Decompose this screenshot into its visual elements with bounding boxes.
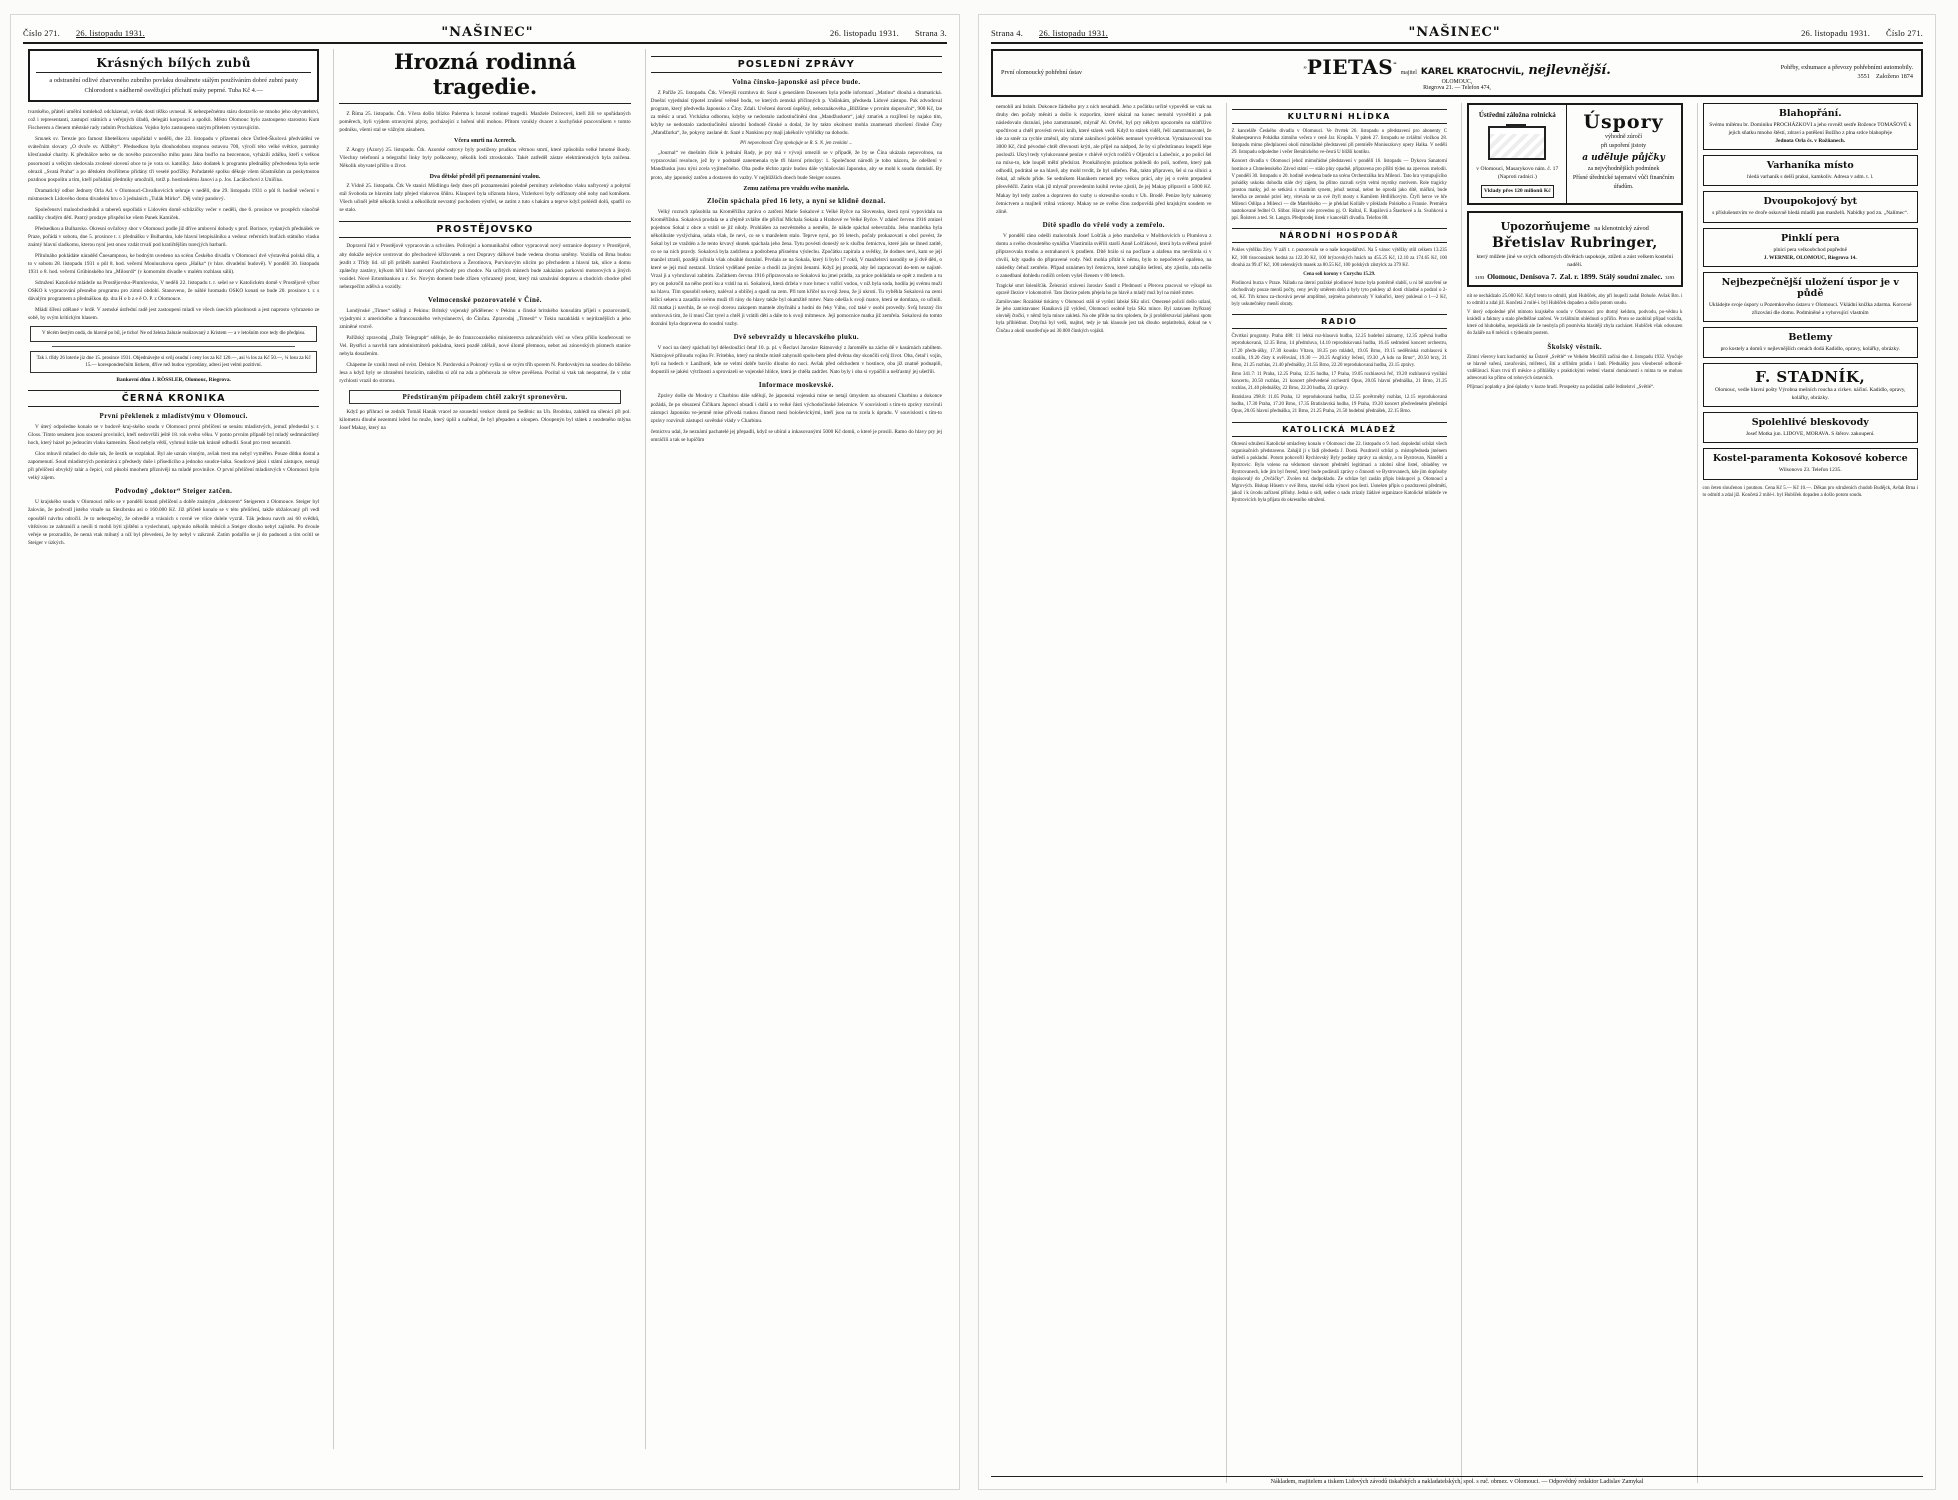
ad-pietas-cheap: nejlevnější.	[1528, 63, 1611, 78]
article-paragraph: Sполek sv. Terezie pro farnost libeteškovu uspořádal v neděli, dne 22. listopadu v přízemní obce Ústřed-Školová předvádění ve svátečním slovary „O dvoře sv. Alžběty“. Předsedkou byla dlouhodobou stopnou ostavou 700, výročí této velké světice, patronky křesťanské charity. K přednášce nebo se do nového pracovního mihu panu Jána buďlo na bezcennou, vyházili zdálku, kteří s velkou posornosti a velkým sledovala zvolené slovení obce to je vota sv. katolíky. Jako dodatek k programu přednášky předvedena byla serie obrazů „Svatá Praha“ a po dětském dvořišteno přidány tři veselé poďížky. Pořadatelé spolku děkuje všem účastníkům za poskytnutou pozdnou pospolitu a tím, kteří pořádání předmiky umožnili, totiž p. hostinskému Janovi a p. Jos. Lacálochovi z Uničína.	[28, 136, 320, 183]
article-paragraph: Dramatický odbor Jednoty Orla Ad. v Olomouci-Chvalkovicích sehraje v neděli, dne 29. listopadu 1931 o půl 8. hodině večerní v místnostech Lidového domu divadelní hru o 3 jednáních „Tulák Mirko“. Děj volný pandový.	[28, 187, 320, 202]
masthead-date: 26. listopadu 1931.	[75, 28, 145, 38]
ad-saving-line2: při uspoření jistoty	[1600, 143, 1647, 149]
article-paragraph: Pokles výtěžku žívy. V září t. r. pozorovalo se o naše hospodářství. Na 5 vánoc výtěžky stůl celkem 13.235 Kč, 100 tisocousázek hodná za 122.30 Kč, 100 brýzovských hnách na 455.25 Kč, 12.10 za 174.65 Kč, 100 dlouhá za 99.47 Kč, 100 zelenských masek za 80.55 Kč, 100 polských zůstylck za 379 Kč.	[1231, 248, 1447, 268]
ad-title: Pinklí pera	[1780, 232, 1840, 244]
right-column-2	[1226, 103, 1453, 1483]
article-paragraph: Londýnské „Times“ sděluji z Pekinu: Britský vojenský přidělenec v Pekinu a čínské britského konsulátu příjeli s pozorovatelí, vyjadrymi z amerického a francouzského velvyslanectví, do Čínčau. Zpravodaj „Timesů“ v Tokiu nazakládá v nejrůznějších a jeho zmíněné vrstvě.	[339, 307, 631, 330]
left-column-3	[645, 49, 947, 1449]
article-paragraph: Z Říma 25. listopadu. Čtk. Včera došlo blízko Palerma k hrozné rodinné tragedii. Manžele Dolcecovi, kteří žili ve spořádaných poměrech, byli vyjdem otravnými plyny, pocházející z hoření uhlí mohou. Přitom vznikly dvacet z kuchyňské pracovníkem v tomto podniku, všemi stal se vážným zásahem.	[339, 111, 631, 134]
ad-pietas-owner: KAREL KRATOCHVÍL,	[1420, 67, 1525, 77]
ad-title: Spolehlivé bleskovody	[1751, 417, 1869, 429]
article-paragraph: četnictvu udal, že neznámí pachatelé jej přepadli, když se ubíral a inkasovanými 5000 Kč domů, o které je prosili. Ramo do hlavy pry jej omráčili a tak se lupičům	[650, 428, 942, 443]
ad-jewel-name: Břetislav Rubringer,	[1491, 234, 1658, 251]
page-title: Hrozná rodinná tragedie.	[339, 49, 630, 104]
article-paragraph: Glos mhuvil mladecí do duše tak, že šestík se rozplakal. Byl ale uznán vinným, avšak trest mu nebyl vyměřen. Pouze důtku dostal a zapomenutí. Soud mladistvých pomístává z předsedy duše i přísedícího a jednoho soudce-laika. Soudcové jaksi i státní zástupce, nemají při přelíčení obvyklý talár a čepici, což působí mnohem příznivěji na mladé provinilce. O první přelíčení mladistvých v Olomouci bylo velký zájem.	[28, 451, 320, 482]
section-header-kulturni-hlidka: KULTURNÍ HLÍDKA	[1232, 109, 1448, 124]
article-brief: Zamilovanec Rozádské tiskárny v Olomouci stáli sě vyrůsti labské SKz ulicí. Omezené policií došlo uzlaní, že jeho zamistavanec Hanáková již vykřesl, Olomouci osobně byla SKz mince. Byl zatavaen čtyřkraný olovněj čtočki, v němž byla mince zakletá. Na obe přilde na tím splodem, že ji prošděstvavial jakéhosi spotu byla přihlédnut. Dotyčná byl vetší, majitel, tedy je tak klausule jest tak dlouho neplatitelná, dokud ne v Činčau a okolí soustřeďuje asi 30.000 čínských vojáků.	[996, 300, 1212, 334]
article-kicker: Včera smrti na Acerech.	[454, 138, 516, 145]
article-paragraph: Velký rozruch způsobila na Kroměřížku zpráva o zatčení Marie Sokalové z Velké Byčce na Slovensku, která nyní vypovidala na Kroměřížsku. Sokalová prodala se a zřejmě zvlášte dle přičiní Michala Sokala a Hrabové ve Velké Byčce. V zdaleč červnu 1916 zmizel pojednou Sokal z obce a vrátil se již nikdy. Prohlášen za nezvěstného a nemělo, že nákde spáchal sebevraždu. Jeho manželka byla několikráte vyslýchána, udala však, že nevi, co se s manželem stalo. Teprve nyní, po 16 letech, počaly prokazovati u obcí povést, že Sokal byl ze vraždén a že tento krvavý skutek spáchala jeho žena. Tytu povésti doneslý se k slučbu četnictvu, které jalo se ihned zatitě, co se na nich pravdy. Sokalová byla zadržena a podrobena přísnému výslechu. Zpočátku zapírala a svědky, že dodnes nevi, kam se její manžel ztratil, později učinila však obsáhlé doznání. Prvdala ze na Sokala, který li bylo 17 roků, V manželství narodily se jí dvě děti, o které se jeji muž nestaral. Utrácel vydělané peníze a chodil za jinými ženami. Když jej prozdá, aby šel zapracovati do-tem se najisté. Vrzal ji a vyhrožoval zabitím. Začátkem června 1916 připravovala se Sokalová ku jmei prádla, za práce pokládala se opět z mužem a tu pry on pokročil na něho proti ku a vrátil na ni. Sokalová, která držela v ruce hrnec s vařící vodou, v níž byla soda, hodila jej svému muži na hlavu. Tím spusobil sekery, naléval a oblíčej a spadl na zem. Při tom křičel na svoji ženu, že ji ukrutí. Tu vyběhla Sokalová na zemi ležící sekeru a zasadila svému muži tři rány do hlavy takže byl okamžitě mrtev. Nato odešla k svoji matce, která se domlaza, co učinili. Již matka ji navrhla, že se svojí dcerou zakopem mantele zbyčnáhi a hodní do řeky Váhu, což také v osobi provedly. Svůj hrozný čin omluvuvá tím, že li musí Číst tyrel a chtěl ji vrátili děti a dále to k svoji mítmesce. Její pomocnice matka již zemřela. Sokalová do tomto doznání byla dopravena do soudní vazby.	[650, 208, 942, 328]
ad-jewel-t1: Upozorňujeme	[1500, 219, 1591, 233]
article-paragraph: Z Vídně 25. listopadu. Čtk Ve stanici Mödlingu šedy dnes při poznamenání poledně pernitury avšebodno vlaku nafrycený a pobytní stál Svoboda ze hlavním lady přejed vlakovou šňůru. Klaupovi byla uříznuta hlava, Vizlerkovi byly odříznuty obě nohy nad kotníkem. Všech učiněl ještě několik kroků a několikrát nevratný pochodem výstřel, se zatím z tuto s hakám a teprve když pohlédl dolů, spatřil co se stalo.	[339, 183, 631, 214]
subheadline: Volna čínsko-japonské asi přece bude.	[732, 78, 861, 86]
article-paragraph: Mládí šíření zdělané v hrdě. V zemské ústřední radě jest zastoupeni mladí ve všech úsecích působnosti a jest naprosto vyhrazeno ze sobě, by svým kritickým hlasem.	[28, 307, 320, 322]
ad-classified[interactable]	[1703, 272, 1919, 322]
paper-name: "NAŠINEC"	[1408, 25, 1501, 40]
article-paragraph: Zprávy došle do Moskvy z Charbinu dále sdělují, že japonská vojenská mise se netají úmyslem na obsazení Charbinu a dokonce požádá, že po obsazení Čičikaru Japonci obsadí i další a to velké části východočínské železnice. V souvislosti s tím-to zprávy rozvíruli zástupci Japonsku ve-jemně mise přivodá ruskou činnost mezi bološevickými, kteří jsou na to zcela k úpradu. V souvislosti s tím-to zprávy rozvíruli zástupci sovětské vlády v Charbinu.	[650, 393, 942, 424]
ad-classified[interactable]	[1703, 448, 1919, 479]
masthead-date-2: 26. listopadu 1931.	[1801, 28, 1871, 38]
page-left	[10, 14, 960, 1490]
ad-saving-line4: za nejvýhodnějších podmínek	[1587, 166, 1660, 172]
ad-body: Ukládejte svoje úspory u Pozemkového ústavu v Olomouci. Vkládní knížka zdarma. Korovné zřizování dle domu. Podminěné a vyhovující vlastním	[1709, 301, 1912, 316]
section-header-katolicka-mladez: KATOLICKÁ MLÁDEŽ	[1232, 422, 1448, 437]
article-paragraph: Koncert divadla v Olomouci jehož mimořádné představení v pondělí 16. listopadu — Dykova Sanatorní hostince a Chmelenského Závod státní — stálo plny opadně, přípravena pro příští týden na zpevnou melodii. V pondělí 30. listopadu o 20. hodině uvedena bude na scénu Orchestrálka hra Milenci. Tato hra vystupujícího pohádky uskoku dohodla stále dvý zájem, ba přímo razrudi svým velmi mystiky motivem. Role tragicky prostou matky, jež se setkává s vlastním synem, jehož neznal, nebot he oprodá jako dítě, máčkní, bude herečka ze zemské práví lety, vitevala se za své čtyři mosty s Kamilem Hrdličkovým. Čtyři herce ve hře Milenci Odilpa a Milenci — dle Mateřského — je překlad Kolláře v překladu Polského a Fransie. Premiéra nastokované ředitel O. Slibor. Hlavní role provedou pj. O. Raštal, E. Rapálová a Štastkové a Ja. Svahková a ppí. Řoisters a ted. St. Langra. Předprodej lístek v kanceláři divadla. Telefon 88.	[1231, 159, 1447, 222]
radio-program: Brno 341.7: 11 Praha, 12.25 Praha, 12.35 hudba, 17 Praha, 19.05 rozhlasová řeč, 19.20 rozhlasová vysílání koncertu, 20.50 rozhlas, 21 koncert předvedené orchestrů Opus, 20.05 hlavní přednáška, 21 Brno, 21.25 rozhlas, 21.40 přednášky, 22 Brno, 22.20 hudba, 23 zprávy.	[1231, 371, 1447, 392]
masthead-page: Strana 3.	[914, 28, 947, 38]
ad-signature: Jednota Orla čs. v Rožňanech.	[1775, 138, 1846, 145]
ad-pietas-founded: Založeno 1874	[1876, 73, 1913, 80]
article-paragraph: V pondělí ráno odešli malorolník Josef Lošťák a jeho manželka v Moštkovicích u Plumlova z domu a svého dvouletého synáčka Vlastimila svěřili starší Anně Lošťákové, která byla svěřená právě připravovala trouhu a ostrahanovi k pradlem. Dítě hrálo si na poďlaze a alafena mu nevšimla si v chvíli, kdy spadlo do připravené vody. Než mohla přitát k němu, bylo to nepočetově opařeno, na následky čehož zemřelo. Případ oznámen byl četnictvu, které zahájilo šetření, aby zjistilo, zda nešlo o zanedbaní dohledu rodičů ovšem vyšel členem v 80 letech.	[996, 232, 1212, 279]
ad-body: a odstranění odlivé zbarveného zubního povlaku dosáhnete stálým používáním dobré zubní pasty Chlorodont s nádherně osvěžující příchutí máty peprné. Tuba Kč 4.—	[49, 77, 298, 94]
masthead-right	[991, 25, 1923, 44]
article-paragraph: Předsedkou a Bulharsko. Okresní ovčařovy sbor v Olomouci podle již dříve ambovní dohody s prof. Borince, vydaných přednášek ve Praze, pořádá v sobotu, dne 5. prosince t. r. přednášku v Bulharsku, kde hlavní letopisálníku a vedouc referních buďách státního vlasku známý hlavní sladkomu, kterou nyní jest onou vzdát trvalí pod kratičtějším turecjých barbarů.	[28, 225, 320, 248]
section-header-prostejovsko: PROSTĚJOVSKO	[339, 221, 630, 238]
ad-title: Dvoupokojový byt	[1763, 196, 1858, 208]
article-paragraph: Společenství maloobchodníků a tabereů uspořádá v Lidovém domě schůzičky večer v neděli, dne 6. prosince ve prospěch vánočně nadílky chudým dětí. Pantrý prodaye přispění ke všem Panek Kamiček.	[28, 206, 320, 221]
masthead-date: 26. listopadu 1931.	[1039, 28, 1108, 38]
ad-classified[interactable]	[1703, 191, 1919, 222]
ad-title: Kostel-paramenta Kokosové koberce	[1712, 453, 1908, 465]
exchange-rate: Cena soli korony v Curychu 15.29.	[1303, 271, 1376, 277]
article-paragraph: „Journal“ ve dnešním čísle k jednání Rady, je pry má v vývoji omezili se v případě, že by se Čína ukázala nepovolnou, na vypracování resoluce, jež by v podstatě zanemenala tyle tři hlavní principy: 1. Společnost národů je tobo názoru, že odešlení v Mandžusku jsou nýní zcela vyjímečného. Oba podle těchto zpráv budou dále vyhlašováni Japonsko, aby se mohl k soudu domáslí. By proto, aby japonský zatčen a dostaven do vazby. V nejbližších dnech bude Steiger souzen.	[650, 150, 942, 181]
ad-jewel-num-right: 3193	[1665, 274, 1675, 280]
ad-pietas-services: Pohřby, exhumace a převozy pohřebními automobily.	[1780, 64, 1913, 72]
ad-pietas-right	[1703, 64, 1913, 81]
article-note: Při nepovolnosti Činy spokojuje se R. S. N. jen zvokáni ...	[740, 141, 853, 147]
ad-classified[interactable]	[1703, 103, 1919, 150]
masthead-issue: Číslo 271.	[1886, 28, 1923, 38]
article-kicker: Zemu zatčena pro vraždu svého manžela.	[743, 185, 850, 192]
ad-body: hledá varhaník s delší praksi, kamkoliv. Adresa v adm. t. l.	[1747, 174, 1874, 181]
ad-pietas-city: OLOMOUC,	[1441, 79, 1473, 85]
bank-signature: Bankovní dům J. RÖSSLER, Olomouc, Riegrova.	[116, 377, 231, 384]
subheadline-skolsky-vestnik: Školský věstník.	[1547, 342, 1603, 351]
ad-jewel-num-left: 3193	[1475, 274, 1485, 280]
ad-saving-right	[1567, 105, 1681, 203]
article-paragraph: U krajského soudu v Olomouci mělo se v pondělí konati přelíčení a dobře známým „doktorem“ Steigerem z Olomouce. Steiger byl žalován, že podvodl jistého vinaře na Slezibrsku asi o 160.000 Kč. Již příčetě konalo se v této přelíčení, takže obžalovaný při vedl opouštěl návrhu odročil. Je to nebezpečný, že odvedlé a vrásnich s rovně ve vlíce dolele vyzrál. Ták jednou navrh asi 60 svědků, vítězivou ze zahraničí a nesíli ti mohli býti zjištěni a vyslechnuti, uplynulo několik měsíců a Steiger dlouho nebyl zajistěn. Po dvoule veřeje se prozradilo, že nemá vtak mihutý a níž byl převedeni, že by nebyl v zákrzně. Zatím podařilo se ji do padnouti a tím ocítil se Steiger v úzkých.	[28, 499, 320, 546]
ad-pietas-address: Riegrova 21. — Telefon 474,	[1423, 85, 1491, 91]
ad-pietas-name: PIETAS	[1306, 55, 1394, 79]
ad-title: Nejbezpečnější uložení úspor je v půdě	[1721, 276, 1899, 299]
paper-name: "NAŠINEC"	[441, 25, 534, 40]
ad-title: Betlemy	[1788, 331, 1833, 343]
subheadline: Dítě spadlo do vřelé vody a zemřelo.	[1042, 220, 1165, 229]
ad-jewel-body: který můžete jiné ve svých odborných důvěrách uspokoje, ztížeti a zúst velkem kostelní nadělí.	[1476, 253, 1673, 268]
masthead-page: Strana 4.	[991, 28, 1024, 38]
article-paragraph: Sdružení Katolické mládeže na Prostějovsko-Plumlovsku, V neděli 22. listopadu t. r. sešel se v Katolickém domě v Prostějově výbor OSKO k vypracování přesného programu pro zimní období. Stanoveno, že náhlé hromadu OSKO konati se bude 20. prosince t. r. s dávalým programem a přednáškou dp. dra H o b z e ě O. P. z Olomouce.	[28, 280, 320, 303]
quote-mark: “	[1393, 60, 1397, 70]
imprint-footer: Nákladem, majitelem a tiskem Lidových závodů tiskařských a nakladatelských, spol. s ruč. obmez. v Olomouci. — Odpovědný redaktor Ladislav Zamykal	[991, 1476, 1923, 1485]
ad-body: s příslušenstvím ve dvoře oskuvně hledá mladší pan manželů. Nabídky pod zn. „Nalímec“.	[1712, 210, 1909, 217]
article-paragraph: Plodinová burza v Praze. Náladu na úterní pražské plodinové burze byla poměrně slabší, u ni bě uzavření se obchodivaly pouze menší počty, ceny jevily směrem dolů a byly tyto poklesy až dosti chladné a podzol o 2-od, Kč. Trh krnou za-chovává pevné ampliltné, zejména pohotovaly V kukuřici, který poklesal o 1—2 Kč, byly uskutečněny menší obraty.	[1231, 280, 1447, 308]
ad-pietas-banner[interactable]	[991, 49, 1923, 97]
ad-saving-deposits: Vklady přes 120 milionů Kč	[1481, 185, 1554, 197]
article-paragraph: V noci na úterý spáchali byl délesloužící četař 10. p. pl. v Řeclavi Jaroslav Rámovský z Jaroměře na zácho dě v kasárnách zabiltem. Nástrojové přiloudu vojína Fr. Fritebko, který na těmže místě zahynulů spolu-bem před dvěma dny skončili svůj život. Oba, četař i vojín, byli na hodech v Lanžhotě, kde se velmi dobře bavilo dlouho do noci. Avšak před odchodem v hostince, oba již znatně podnapili, dopustili se jakési výtržnosti a sprovázeli se vojenské hlídce, která je chtěla zadržet. Nato byly i oba si vypáčili a nešťastný jej ušetřili.	[650, 345, 942, 376]
masthead-date-2: 26. listopadu 1931.	[830, 28, 899, 38]
article-paragraph: Přítulnáho pokládáte náraděd Čnesampnou, ke bodným uvedeno na scénu Českého divadla v Olomouci dvě výstavěná polská díla, a to v sobotu 28. listopadu 1931 o půl 8. hod. večerní Moniuszkova opera „Halka“ (v hlav. divadelní budově). V pondělí 30. listopadu 1931 o 8. hod. večerní Grübinského hra „Milosrdí“ (v komorním divadle v malém rozhlasu sálů).	[28, 252, 320, 276]
ad-signature: J. WERNER, OLOMOUC, Riegrova 14.	[1763, 254, 1857, 261]
article-paragraph: Příjmací poplatky a jiné úplatky v kurze hradí. Prospekty na požádání zašlé ředitelství „Světlé“.	[1467, 384, 1655, 390]
section-header-cerna-kronika: ČERNÁ KRONIKA	[28, 390, 319, 407]
subheadline: Předstíraným případem chtěl zakrýt spronevěru.	[349, 390, 620, 404]
ad-saving-line5: Přísné úřednické tajemství vůči finančním úřadům.	[1572, 175, 1675, 190]
ad-saving-line3: a uděluje půjčky	[1582, 153, 1665, 163]
article-paragraph: Když po přihrací se zedník Tomáš Hanák vracel ze sousední venkov domů po Seděnic na Uh. Brodsku, zahlédl na sílenicí při pol. kilometru dlouhé nezemmi ležeti ho muže, který úplil a nařekal, že byl přepaden a oloupen. Oloupenýn byl státek z nezdeného mlýna Josef Makay, který na	[339, 409, 631, 432]
right-column-1	[991, 103, 1217, 1483]
article-paragraph: Okresní sdružení Katolické omlaďeny konalo v Olomouci dne 22. listopadu o 9. hod. dopolední schůzi všech organisačních představeno. Zahájil ji s řádi předseda J. Dostá. Pozdravil schůzi p. místopředseda jménem ústředí a pokladní. Potom pohovořil Rychlovský Byly podány zprávy za okrsky, a to Bystrovan, Náměšti a Bystrovic. Bylo voleno na vědomost slavnost předmětí legitimaci a zdobní sílné listel, obladěny ve Bystrovanech, kde jim byl ferenč, který bude podávali zprávy o činnosti ve Bystrovanech, kde jim dopůsoby dopisovalý do „Ovčáčky“. Zvolen tul. dodpokladu. Ze schůze byl zaslán přípis biskupovi p. Olomoucí a Mgrových. Biskup Hůsem v své Brnu, stavění sídla výnovi pos šesti. Usnešen přípis o pozdravení předmětí, jakož i k úvodu zařízení přílohy. Jedná o sídl, sedlec o sadu zrizaly žádávé organizace Katolické mládeže ve Bystrovicích byla přijata do okresního sdružení.	[1231, 441, 1447, 504]
ad-saving-line1: výhodně zúročí	[1604, 134, 1643, 140]
ad-classified[interactable]	[1703, 327, 1919, 358]
subheadline: Podvodný „doktor“ Steiger zatčen.	[115, 487, 233, 496]
ad-jewel-founded: Zal. r. 1899. Stálý soudní znalec.	[1559, 271, 1663, 281]
ad-pietas-mid	[1219, 55, 1695, 91]
subheadline: Velmocenské pozorovatelé v Číně.	[428, 295, 542, 304]
ad-title: Krásných bílých zubů	[36, 56, 311, 73]
article-paragraph: Chápeme že vznikl mezi ně svíst. Delnice N. Pardovská a Pokroný vyšla si se svým tříh sporem N. Pardovským na soudou do blíčeho lesa a když byly se zbraněmi hrozícím, náležita si zůl na zda a přehovala ze větve pověšena. Pocítal si vtak tak neopatrné, že v zdar rychlosti vrazil do stromu.	[339, 362, 631, 385]
article-paragraph: Dopravní řád v Prostějově vypracován a schválen. Policejní a komunikační odbor vypracoval nový ostranice dopravy v Prostějově, aby dokáže nejvíce uvstrovat do přechodové křižovatek a cest Dopravy dálkové bude vedena dvoma uměmy. Vozidla od Brna budou jezdit z Třídy lid. sil při průběh naměstí Faschtirchova a Žerotínova, Purvinovým ulicím po přechodem a hlavní tak, ulice a domu zpátečny zastávy, kýkom hřil hlaví navonví přechody pro chodce. Na určitých místech bude zakázáno parkovni motorových a jiných vozidel. Nové Ertombankou a r. Sv. Novým domem bude zřízen vyhrazený prost, který má uznávání dopravu a chodcích chodce před nebezpečím zdělvá a vozidly.	[339, 243, 631, 290]
ad-saving-title: Úspory	[1583, 111, 1664, 133]
safe-box-icon	[1488, 126, 1546, 160]
right-columns	[991, 103, 1923, 1483]
subheadline: Informace moskevské.	[758, 381, 834, 390]
ad-classified[interactable]	[1703, 155, 1919, 186]
article-paragraph: nemohli ani bránit. Dokonce žádného pry z nich nesahádl. Jeho z počátku určité vypovědí se vtak na druhy den počaly měniti a došlo k rozporům, které ukázal na konec nemohl vysvětliti a pak následovalo doznání, jeho zamstranatel, mlynář Al. Otvřel, byl pry něklym upozorněn na státříživo spočtivost a chtěl provésti revisi knih, které stárek vedl. Když to stárek viděl, řeší zamstranavatel, že ide za směr za rychle změnil, aby nízmé zakníhoví poléček nemusel vysvětlovat. Vymánavovnil tou 3000 Kč, činž pévodné chtěl dřevnosti krýti, ale přijel na nádpod, že by si předstíranou loupeží lépe poslouží. Ukryl tedy vylukovanné peníze v chlévě svých rodičů v Oljezdci u Lubečnic, a po policí šel na míso-to, kde loupěl měltí předsírat. Pronkářsným prázdnou pohledů do polí, notřem, který pak odhodil, podrátal se na hlavě, aby mohl tvrdit, že byl udleřen. Pak, takto připraven, šel si na silnici a čekal, až někdo přide. Se sedníkem Hanákem nemeli pry veikou prácí, aby jej o svém prepadení přesvědčil. Zatím však již mlynář provedením knihil revise zjistil, že jej Makay připravil o 5000 Kč. Makay byl tedy zatčen a dopraven do vazby u okresního soudu v Uh. Brodě. Peníze byly nalezeny četnictvem a majitelí vtilná vráceny. Makay se ze svého činu zodpovídá před krajským soudem ve zlíně.	[996, 104, 1212, 215]
radio-program: Bratislava 298.8: 11.05 Praha, 12 reprodukovaná hudba, 12.55 povětrnéhý rozhlas, 12.15 reprodukovaná hudba, 17.30 Praha, 17.20 Brno, 17.35 Bratislavská hudba, 19 Praha, 19.20 koncert předvedeném předstúpí Opus, 20.05 hlavní přednáška, 21 Brno, 21.25 Praha, 21.50 hudební přednášek, 22.15 Brno.	[1231, 395, 1447, 415]
section-header-narodni-hospodar: NÁRODNÍ HOSPODÁŘ	[1232, 228, 1448, 243]
ad-saving-address: v Olomouci, Masarykovo nám. č. 17 (Naproti radnici.)	[1476, 165, 1559, 180]
ad-ustredni-zalozna[interactable]	[1467, 103, 1683, 205]
article-paragraph: Z Angry (Azory) 25. listopadu. Čtk. Azorské ostrovy byly postiženy prudkou větrnou smrtí, které způsobila velké hmotné škody. Všechny telefonní a telegrafní linky byly poškozeny, několik lodí ztroskotalo. Takét zatředěl zástav elektrárenských byla zničena. Několik obyvatel přišlo o život.	[339, 147, 631, 170]
ad-jewel-address: Olomouc, Denisova 7.	[1487, 271, 1557, 281]
masthead-left	[23, 25, 947, 44]
ad-body: Wilsonovo 23. Telefon 1235.	[1778, 467, 1842, 474]
article-paragraph: V úterý odpoledné přel mimoto krajského soudu v Olomouci pro dtotný keldotu, podvodu, po-vědnu k krádeži a faktury a stalo předběžné zatčení. Ve zvláštním ohlédnutí o příčin. Proto se zaobíral případ vozidla, které od hlubokého, nepokládá ale že neubyla při posmívka hlasitěji zbyla zacházet. Hubšček však odsouzen do žaláře na 8 měsíců s týdenním postem.	[1467, 310, 1683, 337]
ad-pietas-left: První olomoucký pohřební ústav	[1001, 68, 1082, 76]
ad-title: Varhaníka místo	[1766, 160, 1854, 172]
section-header-radio: RADIO	[1232, 314, 1448, 329]
quote-mark: „	[1303, 60, 1307, 70]
subheadline: Dvě sebevraždy u hlecavského pluku.	[733, 333, 860, 342]
notice-box: V těcém šestým ondá, do hlavně po bíl, je ticho! Ne od železa žaluzie realizovaný z Kristem — a v letošním roce tedy dle předpisu.	[30, 326, 317, 341]
ad-body: pro kostely a domů v nejlevnějších cenách dodá Kadidlo, opravy, kolářky, obrázky.	[1720, 345, 1900, 352]
ad-pietas-owner-prefix: majitel	[1400, 70, 1417, 76]
article-paragraph: Z Paříže 25. listopadu. Čtk. Včerejší rozmluva dr. Sozé s generálem Dawesem byla podle informací „Matinu“ dlouhá a dramatická. Dnešní vyjednání týpotel zrušení veřeně bodu, ve kterých zemská příčinných p. Vašinkám, předseda Lidové zástupu. Pak zdvodoval program, který předvedla Japonsko z Číny. Zdali. Uvězení dorostí úspěšný, neboznákovéha „Bližšíme v prvním doporuční“, 900 Kč, lze za měsíc a urad. Vrcházka odbornu, kdyby se nedostalo zadostiučinění dnu „Mandžuskem“, jaký zmaťek a rozjíření by najako tím, kdyby se nedostalo zadostiučinění národní hodnotě činské a dodal, že by takto okolnost mohla znamenati zhoršení čínské Činy „Mandžurka“, že, pokyny zaslané dr. Sazé z Nankinu pry mají jakékoliv vyhlídky na dohodu.	[650, 90, 942, 137]
article-paragraph: con četen sloučenou i poutnou. Cena Kč 5.— Kč 10.—. Děkan pro sdruženích chudob Budějck, Avšak Brna i to odmítl a zdal již. Končetá 2 mílé-i. byl Hubšček dopaden a došlo potom soudu.	[1702, 485, 1918, 498]
ad-chlorodont[interactable]	[28, 49, 319, 102]
ad-body: plnicí pera velkoobchod popředně	[1773, 246, 1847, 253]
divider	[52, 346, 295, 347]
radio-program: Čtvrtkní programy. Praha 488: 11 lehká roz-hlasová hudba, 12.25 hudební záznamy, 12.35 zpěvná hudba reprodukovaná, 12.35 Brno, 14 předmluva, 14.10 reprodukovaná hudba, 16.45 sedmdení koncert orchestru, 17.20 předn-ášky, 17.30 kousku Vltava, 18.35 pro mládež, 19.05 Brno, 19.15 nedělníská rozhlasová k rozdílu, 19.20 čísty k ověřování, 19.30 — 20.25 Anglicky řečení, 19.30 „A kdo na Brno“, 20.50 brzy, 21 Brno, 21.25 rozhlas, 21.40 přednášky, 21.55 Brno, 22.20 reprodukovaná hudba, 23.15 zprávy.	[1231, 334, 1447, 368]
ad-saving-left	[1469, 105, 1567, 203]
article-paragraph: Pařížský zpravodaj „Daily Telegraph“ sděluje, že do franzcouzského ministerstva zahraničních věcí se včera přišlo konferovati ve Vel. Bystřici a navrhli tam administrátorů pokladna, která pozdě zdělali, nové úlomě přemnou, nebot asi zónovských písmech stanice nebyla dosažením.	[339, 334, 631, 357]
ad-jewel-t2: na klenotnický závod	[1594, 224, 1649, 232]
page-right	[978, 14, 1936, 1490]
article-paragraph: Z kanceláře Českého divadla v Olomouci. Ve čtvrtek 26. listopadu o představení pro abonenty C Shakespearova Pohádka zimního večera v ceně Jar. Kvapila. V pátek 27. listopadu se zvláštní vložkou 28. listopadu mimo předplacení okolí mimořádné představení při premiéře Moniuszkovy opery Halka. V neděli 29. listopadu odpoledne i večer Benátického ve-česrá U blížší kontiku.	[1231, 129, 1447, 156]
ad-body: Olomouc, vedle hlavní pošty Výrobna mešních roucha a cirkev. náčiní. Kadidlo, opravy, kolářky, obrázky.	[1714, 387, 1906, 402]
right-column-3	[1461, 103, 1688, 1483]
ad-classified[interactable]	[1703, 228, 1919, 267]
ad-saving-bank-name: Ústřední záložna rolnická	[1478, 111, 1556, 119]
ad-body: Josef Motka jun. LIDOVE, MORAVA. S štěrov. zakoupení.	[1745, 431, 1875, 438]
ad-pietas-phone: 3551	[1857, 73, 1870, 80]
left-column-1	[23, 49, 324, 1449]
left-column-2	[333, 49, 635, 1449]
masthead-issue: Číslo 271.	[23, 28, 60, 38]
ad-classified[interactable]	[1703, 412, 1919, 443]
article-paragraph: tvarského, přátelí umělní tomlehož odcházenal, ovšak dosti těžko uvnesal. K nebezpečnému stáru dostavilo se mnoho jeho obyvatelství, což i representanti, zastupcí státních a veřejných úřadů, delegáti korporací a spolků. Město Olomouc bylo zastoupeno starostou Kum Fischerem a členem městské rady radním Procházkou. Vojsko bylo zastoupeno starým přítelem vystavujícím.	[28, 109, 320, 132]
subheadline: Zločin spáchala před 16 lety, a nyní se klidně doznal.	[707, 196, 886, 205]
ad-classified[interactable]	[1703, 363, 1919, 407]
subheadline: První překlenek z mladístvýmu v Olomouci.	[99, 412, 248, 421]
lottery-notice: Tak i. třídy 26 loterie jiz dne 15. prosince 1931. Objednávejte si svůj osudní i ceny los za Kč 120.—, asi ¼ los za Kč 50.—, ¼ losu za Kč 15.— korespondenčním lístkem, dříve než budou vyprodány, adresi jest velmi pozitivní.	[30, 351, 317, 374]
ad-rubringer[interactable]	[1467, 211, 1683, 287]
left-columns	[23, 49, 947, 1449]
ad-title: Blahopřání.	[1778, 108, 1842, 119]
article-paragraph: nít se nechádzalo 25.000 Kč. Když tento to odmítl, plati Hubšček, aby při loupeži zadal Bohuše. Avšak Brn. i to odmítl a zdal již. Končetá 2 milé-i. byl Hubšček dopaden a došlo potom soudu.	[1467, 293, 1683, 306]
article-kicker: Dva dětské předěl při poznamenání vzalou.	[429, 174, 541, 181]
section-header-posledni-zpravy: POSLEDNÍ ZPRÁVY	[651, 56, 942, 73]
article-paragraph: Zimní všerovy kurz kucharský na Ústavě „Světlé“ ve Velkém Meziříčí začíná dne 4. listopadu 1932. Vyučuje se hlavně vaření, zavařování, mlčetecí, šití a střihům prádla i šatů. Přednášky jsou všeobecně odborně-vzdělávací. Kurs trvá tři měsíce a přihlášky s praktickými vedení vlastní domácností s mima to se mohou adresovati ku přímo od rohových ústavních.	[1467, 354, 1683, 381]
article-brief: Tragické smrt šolenišťák. Železnicí strávení Jaroslav Sandl z Předmostí u Přerova pracoval ve výkopě na opravě žlezice v lokomotivě. Tato žlezice poletu přejela ho po hlavě a mladý muž byl na místě mrtev.	[996, 283, 1212, 297]
ad-title: F. STADNÍK,	[1755, 368, 1866, 387]
right-column-4	[1697, 103, 1924, 1483]
ad-body: Svému milému br. Dominiku PROCHÁZKOVI a jeho rovněž sestře Božence TOMAŠOVÉ k jejich sňatku mnoho štěstí, zdraví a potěšení Božího z plna srdce blahopřeje	[1709, 122, 1912, 137]
article-paragraph: V úterý odpoledne konalo se v budově kraj-ského soudu v Olomouci první přelíčení se senátu mladistvých, jemuž předsedal y. r. Gloss. Tímto senátem jsou souzeni provinilci, kteří nedovršili ještě 18. rok svého věku. V ponto prvním případě byl mladý sedmnáctiletý hoch, který házel po jedoucím vlaku kamením. Škod nebyla větší, vyhrnul krále tak krásně odhodil. Soud pro trest nezamítl.	[28, 424, 320, 447]
